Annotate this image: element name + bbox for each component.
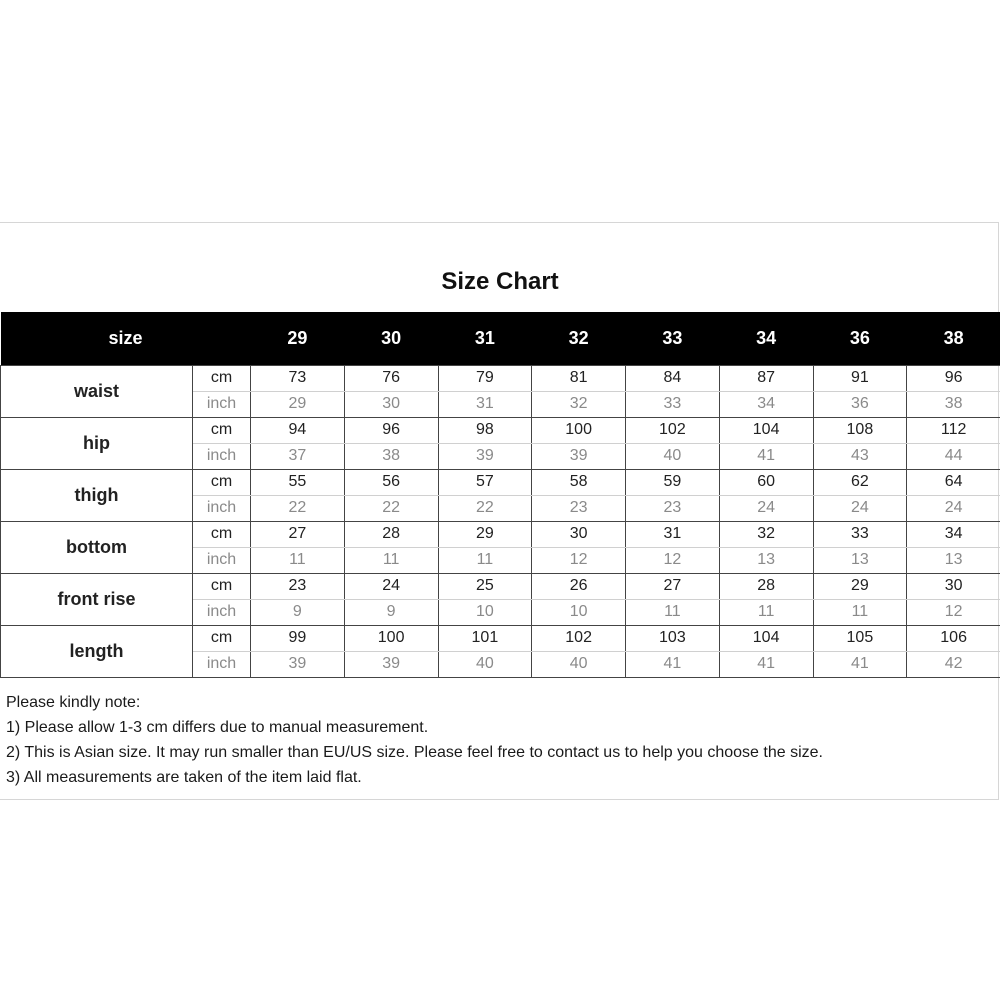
- cell-inch: 24: [907, 495, 1000, 521]
- cell-inch: 23: [626, 495, 720, 521]
- unit-inch: inch: [193, 547, 251, 573]
- cell-inch: 12: [907, 599, 1000, 625]
- cell-cm: 31: [626, 521, 720, 547]
- cell-cm: 30: [532, 521, 626, 547]
- cell-inch: 42: [907, 651, 1000, 677]
- cell-cm: 29: [813, 573, 907, 599]
- cell-inch: 40: [438, 651, 532, 677]
- notes: [6, 690, 823, 790]
- cell-cm: 30: [907, 573, 1000, 599]
- cell-cm: 104: [719, 417, 813, 443]
- unit-cm: cm: [193, 469, 251, 495]
- cell-inch: 31: [438, 391, 532, 417]
- unit-inch: inch: [193, 599, 251, 625]
- table-row: [1, 469, 1000, 495]
- cell-inch: 13: [813, 547, 907, 573]
- cell-cm: 112: [907, 417, 1000, 443]
- cell-inch: 32: [532, 391, 626, 417]
- cell-inch: 24: [813, 495, 907, 521]
- cell-cm: 101: [438, 625, 532, 651]
- cell-inch: 12: [626, 547, 720, 573]
- cell-cm: 27: [626, 573, 720, 599]
- cell-cm: 28: [719, 573, 813, 599]
- cell-inch: 11: [719, 599, 813, 625]
- cell-inch: 13: [719, 547, 813, 573]
- cell-cm: 34: [907, 521, 1000, 547]
- cell-inch: 41: [719, 651, 813, 677]
- unit-cm: cm: [193, 625, 251, 651]
- table-row: [1, 573, 1000, 599]
- header-size: 34: [756, 327, 777, 348]
- unit-inch: inch: [193, 443, 251, 469]
- cell-inch: 23: [532, 495, 626, 521]
- cell-cm: 96: [344, 417, 438, 443]
- cell-cm: 62: [813, 469, 907, 495]
- unit-cm: cm: [193, 521, 251, 547]
- cell-inch: 22: [251, 495, 345, 521]
- cell-cm: 94: [251, 417, 345, 443]
- cell-inch: 11: [813, 599, 907, 625]
- unit-inch: inch: [193, 651, 251, 677]
- cell-inch: 39: [344, 651, 438, 677]
- cell-cm: 27: [251, 521, 345, 547]
- cell-cm: 28: [344, 521, 438, 547]
- header-size: 30: [381, 327, 402, 348]
- cell-inch: 39: [438, 443, 532, 469]
- cell-cm: 32: [719, 521, 813, 547]
- table-row: [1, 625, 1000, 651]
- cell-cm: 57: [438, 469, 532, 495]
- cell-cm: 23: [251, 573, 345, 599]
- cell-inch: 41: [626, 651, 720, 677]
- cell-cm: 81: [532, 365, 626, 391]
- cell-inch: 39: [251, 651, 345, 677]
- cell-inch: 38: [907, 391, 1000, 417]
- note-line: 1) Please allow 1-3 cm differs due to manual measurement.: [6, 719, 429, 736]
- cell-inch: 40: [626, 443, 720, 469]
- cell-inch: 30: [344, 391, 438, 417]
- unit-inch: inch: [193, 495, 251, 521]
- cell-cm: 76: [344, 365, 438, 391]
- measurement-label: hip: [1, 417, 193, 469]
- measurement-label: thigh: [1, 469, 193, 521]
- cell-cm: 87: [719, 365, 813, 391]
- measurement-label: bottom: [1, 521, 193, 573]
- cell-inch: 44: [907, 443, 1000, 469]
- cell-cm: 96: [907, 365, 1000, 391]
- cell-inch: 38: [344, 443, 438, 469]
- cell-cm: 102: [532, 625, 626, 651]
- note-line: 2) This is Asian size. It may run smaller than EU/US size. Please feel free to contact us to help you choose the size.: [6, 744, 823, 761]
- table-header-row: [1, 312, 1000, 365]
- cell-inch: 33: [626, 391, 720, 417]
- cell-inch: 41: [813, 651, 907, 677]
- cell-inch: 43: [813, 443, 907, 469]
- cell-inch: 37: [251, 443, 345, 469]
- cell-inch: 39: [532, 443, 626, 469]
- header-size: 38: [943, 327, 964, 348]
- cell-cm: 73: [251, 365, 345, 391]
- cell-inch: 36: [813, 391, 907, 417]
- header-size: 29: [287, 327, 308, 348]
- cell-inch: 11: [626, 599, 720, 625]
- cell-inch: 9: [344, 599, 438, 625]
- cell-cm: 102: [626, 417, 720, 443]
- cell-cm: 104: [719, 625, 813, 651]
- header-size: 31: [474, 327, 495, 348]
- cell-cm: 26: [532, 573, 626, 599]
- cell-cm: 108: [813, 417, 907, 443]
- cell-cm: 106: [907, 625, 1000, 651]
- unit-cm: cm: [193, 573, 251, 599]
- header-size-label: size: [108, 327, 143, 348]
- cell-cm: 64: [907, 469, 1000, 495]
- cell-inch: 12: [532, 547, 626, 573]
- cell-inch: 9: [251, 599, 345, 625]
- cell-inch: 10: [438, 599, 532, 625]
- cell-cm: 100: [532, 417, 626, 443]
- cell-cm: 103: [626, 625, 720, 651]
- table-row: [1, 365, 1000, 391]
- unit-cm: cm: [193, 417, 251, 443]
- cell-cm: 100: [344, 625, 438, 651]
- cell-cm: 79: [438, 365, 532, 391]
- measurement-label: length: [1, 625, 193, 677]
- cell-inch: 11: [344, 547, 438, 573]
- header-size: 32: [568, 327, 589, 348]
- size-table: [0, 312, 1000, 678]
- notes-heading: Please kindly note:: [6, 694, 141, 711]
- cell-inch: 40: [532, 651, 626, 677]
- cell-cm: 84: [626, 365, 720, 391]
- measurement-label: front rise: [1, 573, 193, 625]
- cell-inch: 29: [251, 391, 345, 417]
- cell-inch: 22: [438, 495, 532, 521]
- chart-title: Size Chart: [441, 268, 559, 295]
- cell-inch: 24: [719, 495, 813, 521]
- unit-cm: cm: [193, 365, 251, 391]
- table-row: [1, 417, 1000, 443]
- cell-inch: 34: [719, 391, 813, 417]
- cell-cm: 58: [532, 469, 626, 495]
- cell-cm: 29: [438, 521, 532, 547]
- cell-cm: 33: [813, 521, 907, 547]
- cell-cm: 98: [438, 417, 532, 443]
- note-line: 3) All measurements are taken of the item laid flat.: [6, 769, 362, 786]
- cell-cm: 59: [626, 469, 720, 495]
- cell-inch: 11: [438, 547, 532, 573]
- header-size: 33: [662, 327, 683, 348]
- cell-inch: 11: [251, 547, 345, 573]
- cell-cm: 91: [813, 365, 907, 391]
- cell-inch: 22: [344, 495, 438, 521]
- cell-cm: 99: [251, 625, 345, 651]
- cell-inch: 41: [719, 443, 813, 469]
- cell-cm: 25: [438, 573, 532, 599]
- cell-inch: 10: [532, 599, 626, 625]
- cell-inch: 13: [907, 547, 1000, 573]
- cell-cm: 60: [719, 469, 813, 495]
- cell-cm: 105: [813, 625, 907, 651]
- cell-cm: 24: [344, 573, 438, 599]
- cell-cm: 55: [251, 469, 345, 495]
- header-size: 36: [849, 327, 870, 348]
- unit-inch: inch: [193, 391, 251, 417]
- table-row: [1, 521, 1000, 547]
- cell-cm: 56: [344, 469, 438, 495]
- measurement-label: waist: [1, 365, 193, 417]
